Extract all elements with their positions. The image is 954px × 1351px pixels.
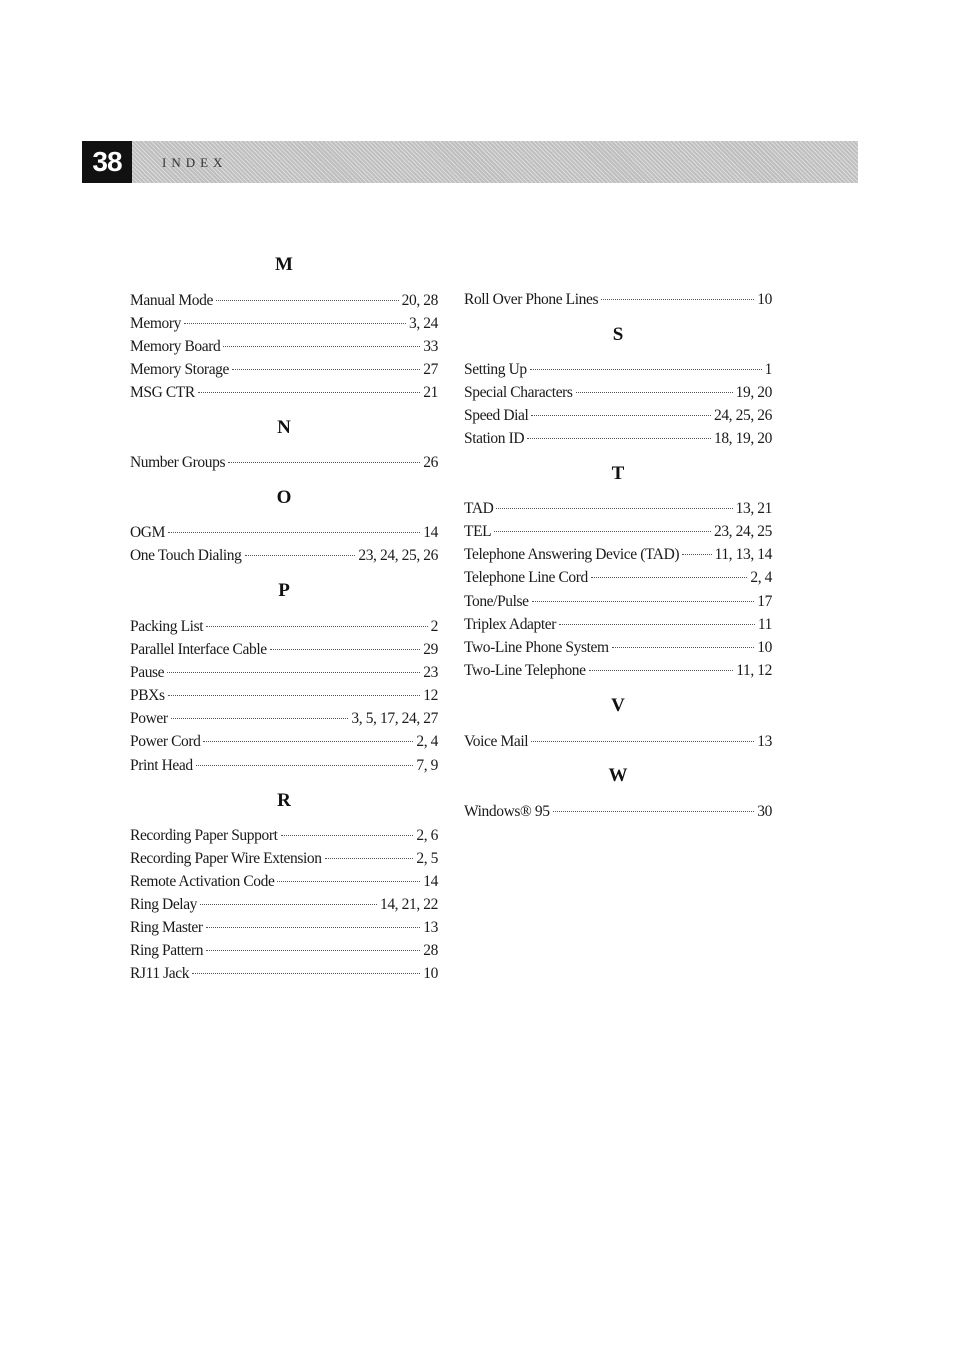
index-term: Number Groups [130, 454, 226, 471]
index-entry [130, 894, 438, 916]
index-term: Two-Line Phone System [464, 639, 609, 656]
index-pages: 28 [423, 942, 438, 959]
index-entry [464, 382, 772, 404]
dot-leader [559, 624, 755, 625]
index-pages: 19, 20 [735, 384, 772, 401]
dot-leader [192, 973, 420, 974]
index-term: Telephone Line Cord [464, 569, 588, 586]
index-term: Voice Mail [464, 733, 529, 750]
index-term: Two-Line Telephone [464, 662, 586, 679]
index-entry [130, 616, 438, 638]
dot-leader [325, 858, 414, 859]
index-term: Memory [130, 315, 181, 332]
dot-leader [682, 554, 711, 555]
index-term: Memory Storage [130, 361, 230, 378]
index-entry [130, 639, 438, 661]
index-entry [130, 825, 438, 847]
section-title: INDEX [162, 155, 228, 170]
index-term: TAD [464, 500, 494, 517]
index-pages: 26 [423, 454, 438, 471]
dot-leader [168, 532, 420, 533]
page-header-bar [82, 141, 858, 183]
dot-leader [612, 647, 755, 648]
index-entry [130, 685, 438, 707]
dot-leader [203, 741, 413, 742]
index-pages: 14 [423, 873, 438, 890]
index-term: Setting Up [464, 361, 527, 378]
index-term: Power Cord [130, 733, 201, 750]
index-pages: 2, 6 [416, 827, 438, 844]
index-pages: 2 [430, 618, 438, 635]
dot-leader [223, 346, 420, 347]
index-entry [130, 848, 438, 870]
dot-leader [206, 927, 421, 928]
index-pages: 13 [423, 919, 438, 936]
index-entry [130, 290, 438, 312]
index-term: Recording Paper Support [130, 827, 278, 844]
dot-leader [591, 577, 747, 578]
index-term: Ring Pattern [130, 942, 204, 959]
dot-leader [496, 508, 732, 509]
index-term: OGM [130, 524, 165, 541]
index-term: Triplex Adapter [464, 616, 557, 633]
index-pages: 10 [757, 639, 772, 656]
index-pages: 12 [423, 687, 438, 704]
index-entry [130, 917, 438, 939]
dot-leader [532, 601, 755, 602]
dot-leader [270, 649, 421, 650]
index-entry [130, 871, 438, 893]
index-entry [464, 731, 772, 753]
index-term: Roll Over Phone Lines [464, 291, 599, 308]
index-pages: 21 [423, 384, 438, 401]
index-entry [130, 313, 438, 335]
index-term: Manual Mode [130, 292, 213, 309]
index-term: Print Head [130, 757, 193, 774]
dot-leader [531, 741, 754, 742]
index-term: MSG CTR [130, 384, 195, 401]
index-entry [130, 755, 438, 777]
index-entry [130, 708, 438, 730]
dot-leader [167, 672, 420, 673]
index-pages: 2, 4 [750, 569, 772, 586]
index-term: PBXs [130, 687, 165, 704]
index-letter-heading: M [275, 254, 293, 275]
index-term: Speed Dial [464, 407, 529, 424]
index-term: One Touch Dialing [130, 547, 242, 564]
dot-leader [171, 718, 349, 719]
index-pages: 2, 4 [416, 733, 438, 750]
index-pages: 14 [423, 524, 438, 541]
index-pages: 18, 19, 20 [713, 430, 772, 447]
dot-leader [277, 881, 420, 882]
index-pages: 3, 5, 17, 24, 27 [351, 710, 438, 727]
dot-leader [576, 392, 733, 393]
dot-leader [198, 392, 420, 393]
index-pages: 23, 24, 25, 26 [358, 547, 438, 564]
index-term: Ring Delay [130, 896, 198, 913]
index-entry [464, 498, 772, 520]
index-term: Special Characters [464, 384, 573, 401]
dot-leader [531, 415, 711, 416]
index-pages: 24, 25, 26 [713, 407, 772, 424]
index-entry [464, 544, 772, 566]
index-letter-heading: V [611, 695, 625, 716]
index-letter-heading: W [608, 765, 628, 786]
dot-leader [530, 369, 762, 370]
index-pages: 20, 28 [401, 292, 438, 309]
index-entry [464, 660, 772, 682]
index-term: Tone/Pulse [464, 593, 529, 610]
index-pages: 29 [423, 641, 438, 658]
index-entry [464, 591, 772, 613]
dot-leader [527, 438, 711, 439]
index-letter-heading: P [278, 580, 290, 601]
index-entry [464, 289, 772, 311]
dot-leader [228, 462, 420, 463]
index-letter-heading: S [612, 324, 624, 345]
dot-leader [206, 950, 420, 951]
dot-leader [281, 835, 414, 836]
index-pages: 30 [757, 803, 772, 820]
index-pages: 23, 24, 25 [713, 523, 772, 540]
index-pages: 33 [423, 338, 438, 355]
index-letter-heading: R [277, 790, 291, 811]
index-term: Windows® 95 [464, 803, 550, 820]
index-pages: 10 [757, 291, 772, 308]
index-pages: 10 [423, 965, 438, 982]
dot-leader [196, 765, 414, 766]
index-entry [130, 963, 438, 985]
index-entry [464, 801, 772, 823]
index-term: Remote Activation Code [130, 873, 275, 890]
index-term: TEL [464, 523, 492, 540]
index-term: Memory Board [130, 338, 221, 355]
dot-leader [601, 299, 754, 300]
index-term: Station ID [464, 430, 525, 447]
index-entry [130, 940, 438, 962]
index-entry [464, 521, 772, 543]
index-pages: 1 [764, 361, 772, 378]
index-entry [464, 567, 772, 589]
index-pages: 3, 24 [408, 315, 438, 332]
index-term: Packing List [130, 618, 204, 635]
index-pages: 2, 5 [416, 850, 438, 867]
index-entry [464, 428, 772, 450]
index-pages: 13 [757, 733, 772, 750]
index-term: Parallel Interface Cable [130, 641, 267, 658]
dot-leader [232, 369, 420, 370]
index-term: Telephone Answering Device (TAD) [464, 546, 680, 563]
index-entry [464, 405, 772, 427]
dot-leader [206, 626, 428, 627]
index-term: Power [130, 710, 168, 727]
index-entry [130, 359, 438, 381]
index-letter-heading: T [611, 463, 625, 484]
dot-leader [200, 904, 377, 905]
dot-leader [216, 300, 399, 301]
index-term: Ring Master [130, 919, 203, 936]
index-entry [130, 731, 438, 753]
index-entry [130, 452, 438, 474]
dot-leader [553, 811, 755, 812]
index-entry [130, 522, 438, 544]
index-term: RJ11 Jack [130, 965, 190, 982]
index-letter-heading: O [276, 487, 292, 508]
index-entry [130, 545, 438, 567]
index-pages: 7, 9 [416, 757, 438, 774]
index-letter-heading: N [277, 417, 291, 438]
index-pages: 11, 12 [736, 662, 772, 679]
dot-leader [168, 695, 421, 696]
index-entry [464, 637, 772, 659]
index-entry [464, 359, 772, 381]
index-pages: 13, 21 [735, 500, 772, 517]
index-term: Pause [130, 664, 165, 681]
index-pages: 27 [423, 361, 438, 378]
dot-leader [245, 555, 356, 556]
index-pages: 11 [757, 616, 772, 633]
dot-leader [494, 531, 711, 532]
index-entry [464, 614, 772, 636]
index-pages: 14, 21, 22 [379, 896, 438, 913]
index-term: Recording Paper Wire Extension [130, 850, 322, 867]
dot-leader [184, 323, 406, 324]
dot-leader [589, 670, 734, 671]
index-entry [130, 382, 438, 404]
index-pages: 23 [423, 664, 438, 681]
page-number: 38 [82, 141, 132, 183]
index-entry [130, 662, 438, 684]
index-entry [130, 336, 438, 358]
index-pages: 17 [757, 593, 772, 610]
index-pages: 11, 13, 14 [714, 546, 772, 563]
